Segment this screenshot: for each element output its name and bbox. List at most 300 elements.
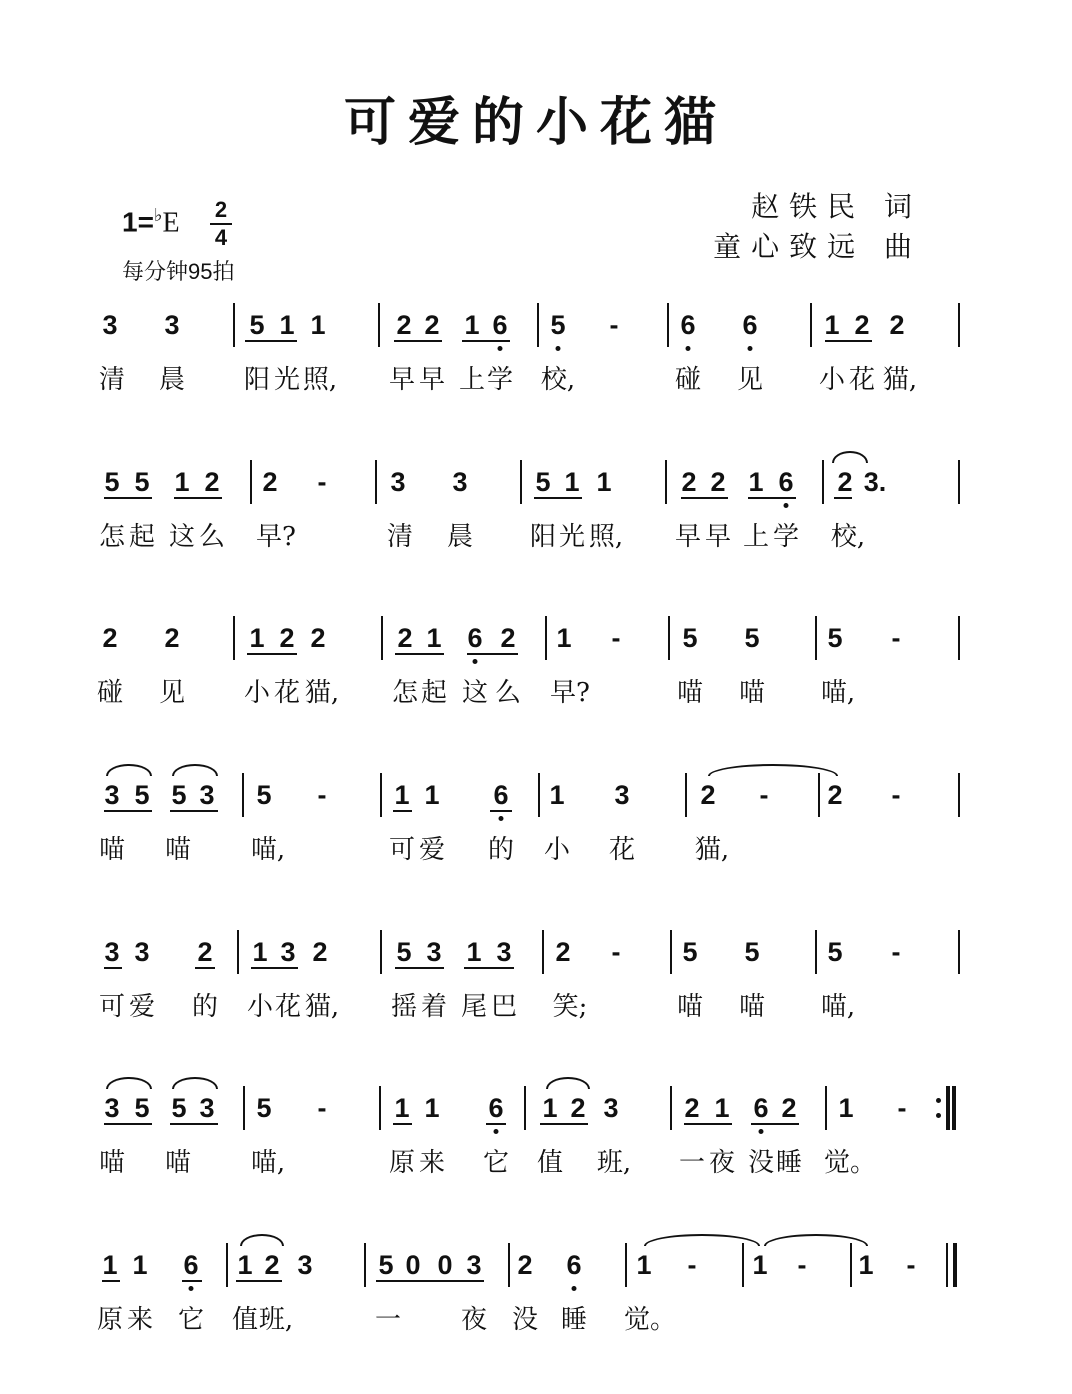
note: 5 <box>171 780 187 810</box>
beam-underline <box>104 1123 152 1125</box>
lyric: 喵, <box>820 992 856 1022</box>
key-note: E <box>162 207 180 239</box>
note: 6 <box>753 1093 769 1123</box>
octave-dot <box>498 346 503 351</box>
lyric: 猫, <box>882 365 918 395</box>
note: 3 <box>199 1093 215 1123</box>
note: 5 <box>744 623 760 653</box>
beam-underline <box>395 967 444 969</box>
octave-dot <box>686 346 691 351</box>
note: 1 <box>252 937 268 967</box>
time-top: 2 <box>214 197 228 222</box>
note: 3. <box>863 467 887 497</box>
lyric: 班, <box>596 1148 632 1178</box>
lyric: 清 <box>386 522 414 552</box>
lyric: 小 <box>818 365 846 395</box>
note: 1 <box>424 1093 440 1123</box>
note: 2 <box>681 467 697 497</box>
lyric: 觉。 <box>823 1148 877 1178</box>
barline <box>508 1243 510 1287</box>
lyric: 怎 <box>98 522 126 552</box>
lyric: 么 <box>198 522 226 552</box>
barline <box>537 303 539 347</box>
beam-underline <box>540 1123 588 1125</box>
note: 1 <box>249 623 265 653</box>
octave-dot <box>494 1129 499 1134</box>
note: 6 <box>183 1250 199 1280</box>
beam-underline <box>247 653 297 655</box>
note: 5 <box>134 1093 150 1123</box>
note: 1 <box>549 780 565 810</box>
note: 1 <box>636 1250 652 1280</box>
note: 3 <box>199 780 215 810</box>
note: 6 <box>493 780 509 810</box>
barline <box>538 773 540 817</box>
barline <box>226 1243 228 1287</box>
note: 2 <box>279 623 295 653</box>
lyric: 早 <box>388 365 416 395</box>
note: 3 <box>164 310 180 340</box>
note: 1 <box>714 1093 730 1123</box>
note: - <box>609 310 619 340</box>
barline <box>810 303 812 347</box>
barline <box>825 1086 827 1130</box>
tie-slur <box>240 1234 284 1246</box>
beam-underline <box>104 810 152 812</box>
note: 3 <box>134 937 150 967</box>
note: 5 <box>682 623 698 653</box>
note: 5 <box>378 1250 394 1280</box>
octave-dot <box>556 346 561 351</box>
tie-slur <box>172 764 218 776</box>
lyric: 可 <box>388 835 416 865</box>
beam-underline <box>251 967 298 969</box>
note: 6 <box>492 310 508 340</box>
note: 3 <box>104 937 120 967</box>
lyric: 早? <box>550 678 590 708</box>
note: 1 <box>752 1250 768 1280</box>
note: - <box>891 780 901 810</box>
lyric: 爱 <box>128 992 156 1022</box>
tie-slur <box>106 764 152 776</box>
lyric: 觉。 <box>623 1305 677 1335</box>
lyric: 喵 <box>738 992 766 1022</box>
beam-underline <box>104 967 122 969</box>
note: 1 <box>174 467 190 497</box>
note: - <box>759 780 769 810</box>
lyric: 喵, <box>250 1148 286 1178</box>
lyric: 班, <box>258 1305 294 1335</box>
note: 5 <box>396 937 412 967</box>
note: 1 <box>464 310 480 340</box>
beam-underline <box>486 1123 506 1125</box>
lyric: 原 <box>96 1305 124 1335</box>
beam-underline <box>834 497 852 499</box>
barline <box>668 616 670 660</box>
barline <box>685 773 687 817</box>
note: 2 <box>312 937 328 967</box>
note: 1 <box>310 310 326 340</box>
note: 2 <box>517 1250 533 1280</box>
final-barline-thin <box>946 1086 948 1130</box>
song-title: 可爱的小花猫 <box>343 92 728 153</box>
note: 2 <box>204 467 220 497</box>
lyric: 校, <box>830 522 866 552</box>
final-barline-thick <box>952 1086 956 1130</box>
note: 3 <box>603 1093 619 1123</box>
note: 3 <box>297 1250 313 1280</box>
note: 3 <box>104 780 120 810</box>
barline <box>665 460 667 504</box>
beam-underline <box>394 340 442 342</box>
lyric: 来 <box>418 1148 446 1178</box>
note: - <box>317 780 327 810</box>
barline <box>958 616 960 660</box>
note: 2 <box>555 937 571 967</box>
lyric: 来 <box>126 1305 154 1335</box>
lyric: 早 <box>418 365 446 395</box>
note: 0 <box>437 1250 453 1280</box>
final-barline-thick <box>953 1243 957 1287</box>
note: - <box>317 1093 327 1123</box>
tie-slur <box>172 1077 218 1089</box>
note: 2 <box>827 780 843 810</box>
flat-sign: ♭ <box>153 205 163 225</box>
lyric: 怎 <box>391 678 419 708</box>
octave-dot <box>572 1286 577 1291</box>
note: 6 <box>680 310 696 340</box>
note: 3 <box>452 467 468 497</box>
note: 2 <box>889 310 905 340</box>
note: 1 <box>824 310 840 340</box>
barline <box>242 773 244 817</box>
lyric: 喵 <box>738 678 766 708</box>
beam-underline <box>751 1123 799 1125</box>
barline <box>378 303 380 347</box>
note: 5 <box>134 467 150 497</box>
note: 2 <box>164 623 180 653</box>
lyric: 笑; <box>552 992 588 1022</box>
lyric: 小 <box>246 992 274 1022</box>
beam-underline <box>104 497 152 499</box>
barline <box>948 1086 950 1130</box>
note: 2 <box>424 310 440 340</box>
note: 2 <box>264 1250 280 1280</box>
note: 5 <box>256 1093 272 1123</box>
note: 2 <box>684 1093 700 1123</box>
note: - <box>897 1093 907 1123</box>
lyric: 上 <box>458 365 486 395</box>
barline <box>815 930 817 974</box>
barline <box>237 930 239 974</box>
note: 5 <box>249 310 265 340</box>
lyric: 小 <box>243 678 271 708</box>
lyric: 光 <box>558 522 586 552</box>
lyric: 的 <box>191 992 219 1022</box>
beam-underline <box>245 340 297 342</box>
beam-underline <box>170 810 218 812</box>
octave-dot <box>748 346 753 351</box>
tie-slur <box>106 1077 152 1089</box>
note: 5 <box>134 780 150 810</box>
lyric: 学 <box>772 522 800 552</box>
barline <box>381 616 383 660</box>
lyric: 阳 <box>243 365 271 395</box>
barline <box>850 1243 852 1287</box>
lyric: 早 <box>704 522 732 552</box>
note: 2 <box>854 310 870 340</box>
lyric: 爱 <box>418 835 446 865</box>
note: 1 <box>838 1093 854 1123</box>
note: 3 <box>280 937 296 967</box>
barline <box>243 1086 245 1130</box>
beam-underline <box>236 1280 282 1282</box>
note: 2 <box>397 623 413 653</box>
barline <box>250 460 252 504</box>
tie-slur <box>832 451 868 463</box>
note: 1 <box>394 1093 410 1123</box>
lyric: 上 <box>742 522 770 552</box>
note: 2 <box>570 1093 586 1123</box>
note: 1 <box>596 467 612 497</box>
note: 6 <box>566 1250 582 1280</box>
lyric: 它 <box>177 1305 205 1335</box>
note: 3 <box>104 1093 120 1123</box>
beam-underline <box>684 1123 732 1125</box>
note: 2 <box>396 310 412 340</box>
tie-slur <box>708 764 838 776</box>
time-signature <box>210 198 232 250</box>
barline <box>380 773 382 817</box>
note: - <box>317 467 327 497</box>
lyric: 光 <box>273 365 301 395</box>
beam-underline <box>376 1280 484 1282</box>
tie-slur <box>764 1234 868 1246</box>
lyric: 阳 <box>529 522 557 552</box>
lyric: 见 <box>158 678 186 708</box>
beam-underline <box>395 653 444 655</box>
key-signature <box>122 205 180 239</box>
note: 1 <box>424 780 440 810</box>
lyric: 夜 <box>708 1148 736 1178</box>
note: 1 <box>237 1250 253 1280</box>
time-bottom: 4 <box>214 225 228 250</box>
note: 0 <box>405 1250 421 1280</box>
octave-dot <box>189 1286 194 1291</box>
note: 5 <box>827 937 843 967</box>
note: 2 <box>837 467 853 497</box>
lyric: 值 <box>231 1305 259 1335</box>
note: 2 <box>500 623 516 653</box>
lyric: 夜 <box>460 1305 488 1335</box>
barline <box>958 303 960 347</box>
lyric: 没 <box>511 1305 539 1335</box>
note: 1 <box>748 467 764 497</box>
lyric: 小 <box>543 835 571 865</box>
beam-underline <box>195 967 215 969</box>
octave-dot <box>499 816 504 821</box>
note: - <box>891 937 901 967</box>
lyric: 摇 <box>390 992 418 1022</box>
lyric: 照, <box>588 522 624 552</box>
lyricist-credit: 赵铁民 词 <box>751 190 922 223</box>
note: 5 <box>827 623 843 653</box>
lyric: 学 <box>486 365 514 395</box>
note: 5 <box>535 467 551 497</box>
beam-underline <box>534 497 582 499</box>
beam-underline <box>464 967 514 969</box>
barline <box>818 773 820 817</box>
lyric: 起 <box>420 678 448 708</box>
note: 1 <box>556 623 572 653</box>
note: 3 <box>102 310 118 340</box>
note: 5 <box>171 1093 187 1123</box>
note: 3 <box>614 780 630 810</box>
note: 5 <box>550 310 566 340</box>
barline <box>233 303 235 347</box>
note: 1 <box>279 310 295 340</box>
barline <box>625 1243 627 1287</box>
barline <box>670 1086 672 1130</box>
lyric: 可 <box>98 992 126 1022</box>
note: - <box>611 623 621 653</box>
note: 1 <box>858 1250 874 1280</box>
note: 6 <box>778 467 794 497</box>
note: 6 <box>467 623 483 653</box>
barline <box>742 1243 744 1287</box>
note: 1 <box>426 623 442 653</box>
beam-underline <box>102 1280 120 1282</box>
beam-underline <box>393 810 412 812</box>
note: - <box>611 937 621 967</box>
lyric: 早 <box>674 522 702 552</box>
lyric: 这 <box>461 678 489 708</box>
tempo-marking: 每分钟95拍 <box>122 259 235 284</box>
note: 2 <box>262 467 278 497</box>
tie-slur <box>546 1077 590 1089</box>
lyric: 尾 <box>460 992 488 1022</box>
lyric: 喵, <box>820 678 856 708</box>
note: - <box>906 1250 916 1280</box>
lyric: 喵 <box>164 835 192 865</box>
octave-dot <box>473 659 478 664</box>
note: 1 <box>102 1250 118 1280</box>
note: 2 <box>197 937 213 967</box>
note: - <box>797 1250 807 1280</box>
lyric: 这 <box>168 522 196 552</box>
beam-underline <box>462 340 510 342</box>
beam-underline <box>393 1123 412 1125</box>
note: 1 <box>394 780 410 810</box>
note: 3 <box>390 467 406 497</box>
note: 1 <box>466 937 482 967</box>
note: 5 <box>744 937 760 967</box>
barline <box>958 460 960 504</box>
lyric: 喵 <box>98 835 126 865</box>
lyric: 巴 <box>490 992 518 1022</box>
lyric: 原 <box>388 1148 416 1178</box>
lyric: 喵 <box>676 678 704 708</box>
barline <box>380 930 382 974</box>
note: 3 <box>466 1250 482 1280</box>
beam-underline <box>748 497 796 499</box>
barline <box>364 1243 366 1287</box>
lyric: 一 <box>678 1148 706 1178</box>
barline <box>822 460 824 504</box>
lyric: 见 <box>736 365 764 395</box>
lyric: 喵 <box>676 992 704 1022</box>
lyric: 睡 <box>775 1148 803 1178</box>
note: 3 <box>496 937 512 967</box>
barline <box>233 616 235 660</box>
note: 5 <box>256 780 272 810</box>
beam-underline <box>170 1123 218 1125</box>
lyric: 早? <box>256 522 296 552</box>
lyric: 一 <box>374 1305 402 1335</box>
lyric: 晨 <box>158 365 186 395</box>
lyric: 值 <box>536 1148 564 1178</box>
lyric: 起 <box>128 522 156 552</box>
note: 6 <box>742 310 758 340</box>
barline <box>542 930 544 974</box>
lyric: 睡 <box>560 1305 588 1335</box>
note: 2 <box>102 623 118 653</box>
barline <box>379 1086 381 1130</box>
beam-underline <box>681 497 728 499</box>
lyric: 碰 <box>96 678 124 708</box>
lyric: 喵, <box>250 835 286 865</box>
lyric: 它 <box>482 1148 510 1178</box>
lyric: 花 <box>848 365 876 395</box>
beam-underline <box>467 653 518 655</box>
note: 2 <box>710 467 726 497</box>
note: 5 <box>104 467 120 497</box>
lyric: 猫, <box>304 992 340 1022</box>
lyric: 的 <box>487 835 515 865</box>
lyric: 校, <box>540 365 576 395</box>
lyric: 着 <box>420 992 448 1022</box>
lyric: 花 <box>608 835 636 865</box>
lyric: 照, <box>302 365 338 395</box>
lyric: 没 <box>747 1148 775 1178</box>
note: 6 <box>488 1093 504 1123</box>
note: 1 <box>132 1250 148 1280</box>
note: 2 <box>700 780 716 810</box>
lyric: 喵 <box>164 1148 192 1178</box>
lyric: 么 <box>494 678 522 708</box>
barline <box>524 1086 526 1130</box>
octave-dot <box>759 1129 764 1134</box>
barline <box>667 303 669 347</box>
note: 2 <box>310 623 326 653</box>
lyric: 猫, <box>694 835 730 865</box>
lyric: 晨 <box>446 522 474 552</box>
barline <box>545 616 547 660</box>
lyric: 花 <box>274 992 302 1022</box>
lyric: 碰 <box>674 365 702 395</box>
beam-underline <box>174 497 222 499</box>
note: 3 <box>426 937 442 967</box>
key-prefix: 1= <box>122 206 154 238</box>
beam-underline <box>182 1280 202 1282</box>
barline <box>958 930 960 974</box>
note: 1 <box>542 1093 558 1123</box>
final-barline-thin <box>946 1243 948 1287</box>
repeat-dot <box>936 1113 941 1118</box>
lyric: 猫, <box>304 678 340 708</box>
lyric: 喵 <box>98 1148 126 1178</box>
beam-underline <box>490 810 512 812</box>
